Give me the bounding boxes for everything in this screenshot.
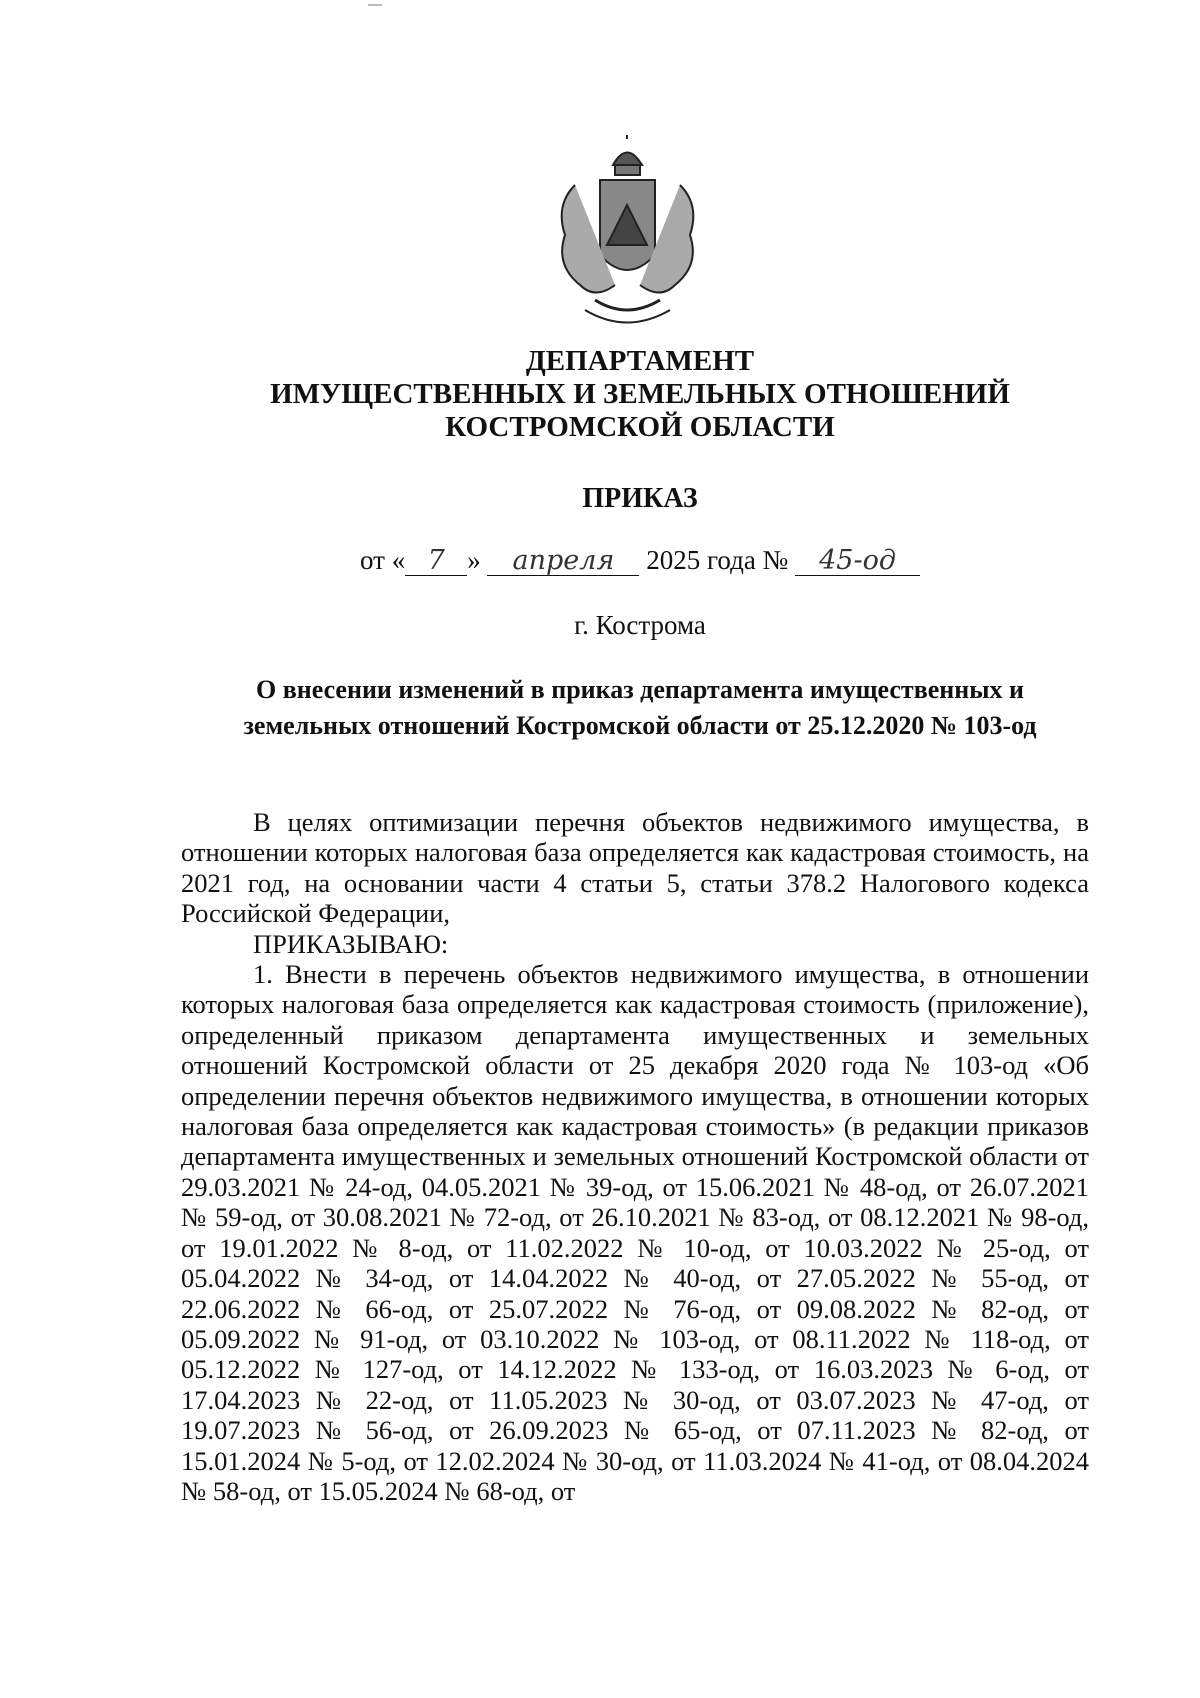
coat-of-arms-icon	[535, 135, 720, 335]
date-middle: »	[467, 545, 481, 575]
header-line-3: КОСТРОМСКОЙ ОБЛАСТИ	[445, 411, 835, 443]
order-month: апреля	[487, 547, 639, 576]
order-year: 2025 года №	[646, 545, 789, 575]
subject-line-2: земельных отношений Костромской области от 25.12.2020 № 103-од	[243, 711, 1037, 740]
preamble-paragraph: В целях оптимизации перечня объектов недвижимого имущества, в отношении которых налоговая база определяется как кадастровая стоимость, на 2021 год, на основании части 4 статьи 5, статьи 378.2 Налогового кодекса Российской Федерации,	[181, 807, 1089, 929]
city: г. Кострома	[574, 610, 706, 640]
date-prefix: от «	[360, 545, 406, 575]
item-1-paragraph: 1. Внести в перечень объектов недвижимого имущества, в отношении которых налоговая база определяется как кадастровая стоимость (приложение), определенный приказом департамента имущественных и земельных отношений Костромской области от 25 декабря 2020 года № 103-од «Об определении перечня объектов недвижимого имущества, в отношении которых налоговая база определяется как кадастровая стоимость» (в редакции приказов департамента имущественных и земельных отношений Костромской области от 29.03.2021 № 24-од, 04.05.2021 № 39-од, от 15.06.2021 № 48-од, от 26.07.2021 № 59-од, от 30.08.2021 № 72-од, от 26.10.2021 № 83-од, от 08.12.2021 № 98-од, от 19.01.2022 № 8-од, от 11.02.2022 № 10-од, от 10.03.2022 № 25-од, от 05.04.2022 № 34-од, от 14.04.2022 № 40-од, от 27.05.2022 № 55-од, от 22.06.2022 № 66-од, от 25.07.2022 № 76-од, от 09.08.2022 № 82-од, от 05.09.2022 № 91-од, от 03.10.2022 № 103-од, от 08.11.2022 № 118-од, от 05.12.2022 № 127-од, от 14.12.2022 № 133-од, от 16.03.2023 № 6-од, от 17.04.2023 № 22-од, от 11.05.2023 № 30-од, от 03.07.2023 № 47-од, от 19.07.2023 № 56-од, от 26.09.2023 № 65-од, от 07.11.2023 № 82-од, от 15.01.2024 № 5-од, от 12.02.2024 № 30-од, от 11.03.2024 № 41-од, от 08.04.2024 № 58-од, от 15.05.2024 № 68-од, от	[181, 959, 1089, 1506]
header-line-1: ДЕПАРТАМЕНТ	[525, 345, 755, 377]
order-date-line	[360, 545, 920, 576]
order-title: ПРИКАЗ	[582, 483, 698, 514]
department-header	[180, 345, 1100, 444]
scan-mark	[368, 4, 382, 6]
order-number: 45-од	[795, 547, 920, 576]
document-body	[181, 807, 1089, 1506]
order-subject	[200, 672, 1080, 744]
order-day: 7	[405, 547, 467, 576]
subject-line-1: О внесении изменений в приказ департамента имущественных и	[255, 675, 1025, 704]
command-paragraph: ПРИКАЗЫВАЮ:	[253, 928, 449, 959]
header-line-2: ИМУЩЕСТВЕННЫХ И ЗЕМЕЛЬНЫХ ОТНОШЕНИЙ	[270, 378, 1010, 410]
